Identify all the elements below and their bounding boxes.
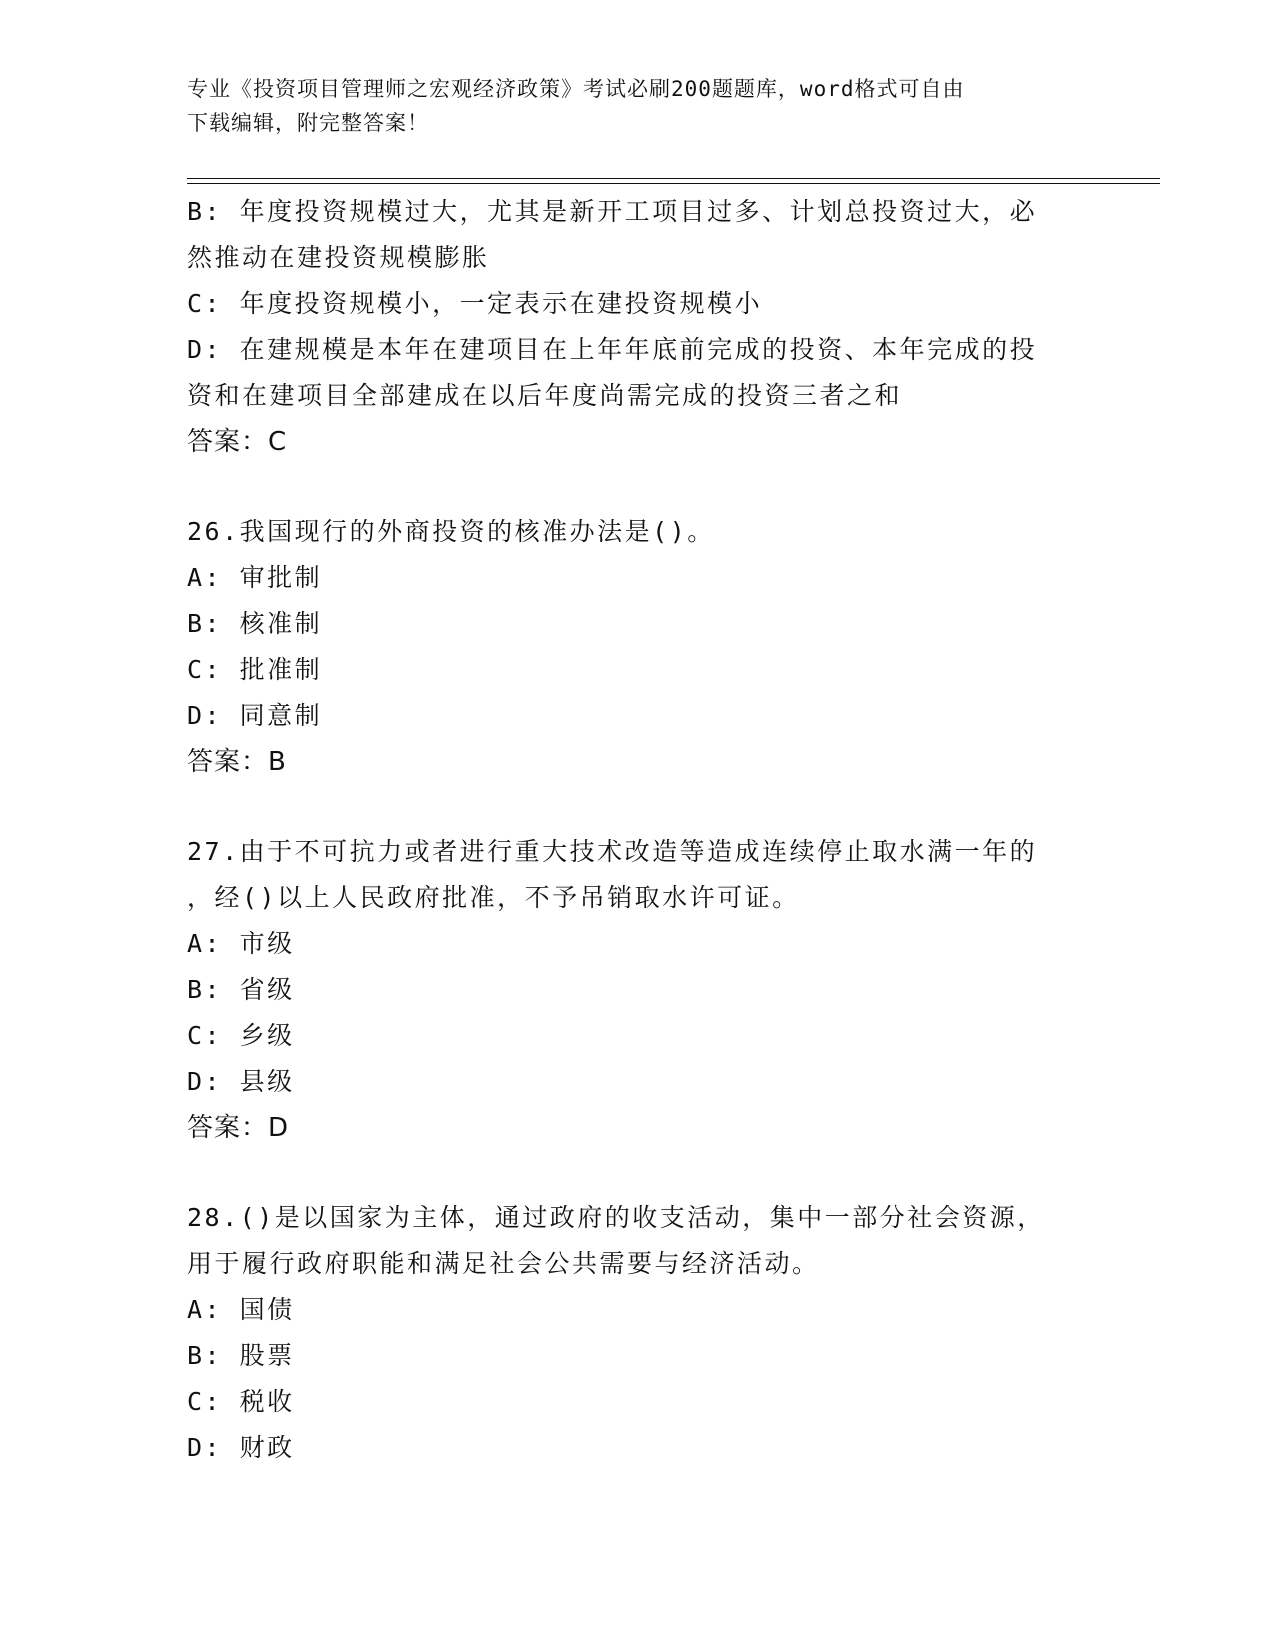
question-stem-line-1: 27.由于不可抗力或者进行重大技术改造等造成连续停止取水满一年的 bbox=[187, 837, 1038, 866]
question-content bbox=[187, 189, 1107, 1471]
question-block-28 bbox=[187, 1195, 1107, 1471]
answer: 答案：B bbox=[187, 747, 287, 777]
question-spacer bbox=[187, 465, 1107, 509]
option-d: D: 财政 bbox=[187, 1433, 295, 1462]
question-block-27 bbox=[187, 829, 1107, 1151]
option-d: D: 同意制 bbox=[187, 701, 323, 730]
option-b: B: 省级 bbox=[187, 975, 295, 1004]
header-line-1: 专业《投资项目管理师之宏观经济政策》考试必刷200题题库，word格式可自由 bbox=[187, 77, 965, 101]
answer: 答案：D bbox=[187, 1113, 290, 1143]
option-c: C: 税收 bbox=[187, 1387, 295, 1416]
question-stem-line-2: ，经()以上人民政府批准，不予吊销取水许可证。 bbox=[187, 883, 800, 912]
option-a: A: 国债 bbox=[187, 1295, 295, 1324]
question-block-prev bbox=[187, 189, 1107, 465]
question-spacer bbox=[187, 1151, 1107, 1195]
option-c: C: 年度投资规模小，一定表示在建投资规模小 bbox=[187, 289, 763, 318]
header-divider-top bbox=[187, 178, 1160, 179]
question-stem-line-1: 28.()是以国家为主体，通过政府的收支活动，集中一部分社会资源， bbox=[187, 1203, 1045, 1232]
option-a: A: 审批制 bbox=[187, 563, 323, 592]
answer: 答案：C bbox=[187, 427, 288, 457]
option-b: B: 核准制 bbox=[187, 609, 323, 638]
header-line-2: 下载编辑，附完整答案！ bbox=[187, 111, 429, 135]
question-spacer bbox=[187, 785, 1107, 829]
option-b-line-2: 然推动在建投资规模膨胀 bbox=[187, 243, 490, 272]
page-header bbox=[187, 72, 1087, 140]
question-block-26 bbox=[187, 509, 1107, 785]
option-d: D: 县级 bbox=[187, 1067, 295, 1096]
option-a: A: 市级 bbox=[187, 929, 295, 958]
option-d-line-2: 资和在建项目全部建成在以后年度尚需完成的投资三者之和 bbox=[187, 381, 903, 410]
option-c: C: 乡级 bbox=[187, 1021, 295, 1050]
option-b-line-1: B: 年度投资规模过大，尤其是新开工项目过多、计划总投资过大，必 bbox=[187, 197, 1038, 226]
question-stem-line-2: 用于履行政府职能和满足社会公共需要与经济活动。 bbox=[187, 1249, 820, 1278]
header-divider-bottom bbox=[187, 183, 1160, 184]
option-d-line-1: D: 在建规模是本年在建项目在上年年底前完成的投资、本年完成的投 bbox=[187, 335, 1038, 364]
question-stem: 26.我国现行的外商投资的核准办法是()。 bbox=[187, 517, 715, 546]
option-b: B: 股票 bbox=[187, 1341, 295, 1370]
option-c: C: 批准制 bbox=[187, 655, 323, 684]
